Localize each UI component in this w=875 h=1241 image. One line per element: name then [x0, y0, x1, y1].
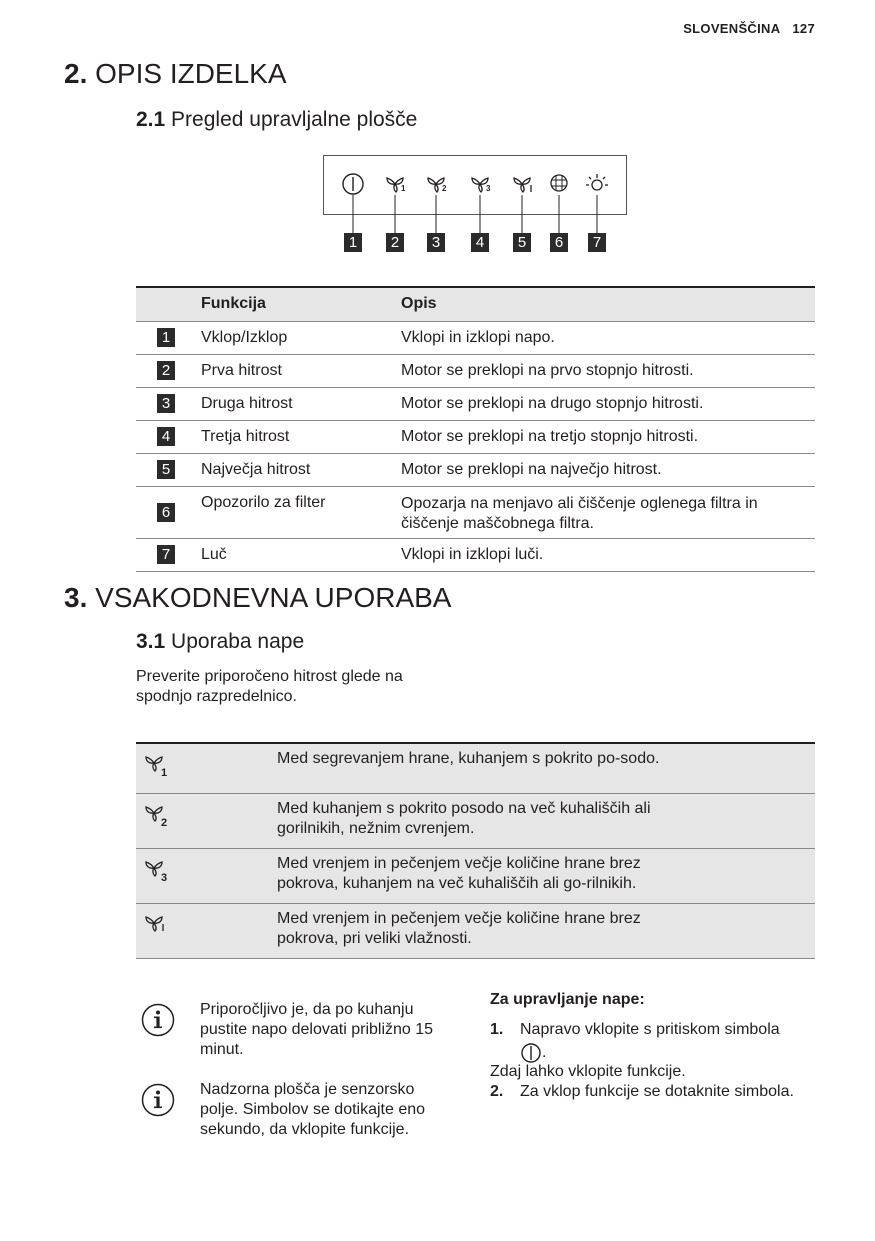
fan-speed-3-icon	[142, 857, 172, 883]
row-function: Luč	[201, 538, 401, 571]
row-description: Motor se preklopi na prvo stopnjo hitrosti.	[401, 354, 815, 387]
speed-row	[136, 904, 815, 959]
row-number: 3	[157, 394, 175, 413]
power-icon	[520, 1042, 542, 1064]
section-3-number: 3.	[64, 582, 88, 613]
section-3-1-number: 3.1	[136, 630, 166, 653]
section-3-heading	[64, 582, 451, 614]
control-instructions	[490, 990, 820, 1102]
row-function: Največja hitrost	[201, 453, 401, 486]
header-description: Opis	[401, 287, 815, 321]
fan-max-speed-icon	[142, 912, 172, 938]
row-number: 7	[157, 545, 175, 564]
control-title: Za upravljanje nape:	[490, 991, 645, 1008]
section-3-1-heading	[136, 630, 304, 654]
header-language: SLOVENŠČINA	[683, 21, 781, 36]
speed-mark: 2	[161, 817, 168, 828]
section-2-1-number: 2.1	[136, 108, 166, 131]
row-description: Vklopi in izklopi luči.	[401, 538, 815, 571]
row-function: Prva hitrost	[201, 354, 401, 387]
page-number: 127	[792, 21, 815, 36]
fan-speed-3-mark: 3	[486, 184, 491, 193]
speed-description: Med vrenjem in pečenjem večje količine hrane brez pokrova, kuhanjem na več kuhališčih ali go-rilnikih.	[277, 849, 815, 904]
speed-mark: 1	[161, 767, 168, 778]
panel-label-1: 1	[344, 233, 362, 252]
info-icon	[141, 1003, 175, 1037]
row-number: 6	[157, 503, 175, 522]
functions-table	[136, 286, 815, 572]
table-row	[136, 453, 815, 486]
row-description: Opozarja na menjavo ali čiščenje oglenega filtra in čiščenje maščobnega filtra.	[401, 486, 815, 538]
step-number: 1.	[490, 1021, 504, 1038]
speed-row	[136, 794, 815, 849]
row-number: 4	[157, 427, 175, 446]
control-step-2	[490, 1082, 820, 1102]
row-function: Tretja hitrost	[201, 420, 401, 453]
speed-row	[136, 743, 815, 794]
step-number: 2.	[490, 1083, 504, 1100]
table-header-row	[136, 287, 815, 321]
info-note-text: Nadzorna plošča je senzorsko polje. Simbolov se dotikajte eno sekundo, da vklopite funkcije.	[200, 1081, 426, 1138]
row-description: Motor se preklopi na največjo hitrost.	[401, 453, 815, 486]
table-row	[136, 420, 815, 453]
section-2-1-title: Pregled upravljalne plošče	[171, 108, 418, 131]
row-description: Motor se preklopi na drugo stopnjo hitrosti.	[401, 387, 815, 420]
speed-description: Med segrevanjem hrane, kuhanjem s pokrito po-sodo.	[277, 743, 815, 794]
speed-row	[136, 849, 815, 904]
panel-label-4: 4	[471, 233, 489, 252]
row-number: 5	[157, 460, 175, 479]
section-3-title: VSAKODNEVNA UPORABA	[95, 582, 452, 613]
control-step-1	[490, 1020, 820, 1062]
section-2-number: 2.	[64, 58, 88, 89]
panel-label-3: 3	[427, 233, 445, 252]
row-number: 1	[157, 328, 175, 347]
panel-label-2: 2	[386, 233, 404, 252]
fan-speed-1-mark: 1	[401, 184, 406, 193]
fan-speed-2-mark: 2	[442, 184, 447, 193]
header-function: Funkcija	[201, 287, 401, 321]
control-step-1-after: Zdaj lahko vklopite funkcije.	[490, 1063, 686, 1080]
table-row	[136, 538, 815, 571]
info-note-text: Priporočljivo je, da po kuhanju pustite napo delovati približno 15 minut.	[200, 1001, 434, 1058]
table-row	[136, 486, 815, 538]
fan-max-speed-icon	[514, 178, 531, 192]
row-description: Motor se preklopi na tretjo stopnjo hitrosti.	[401, 420, 815, 453]
speed-description: Med vrenjem in pečenjem večje količine hrane brez pokrova, pri veliki vlažnosti.	[277, 904, 815, 959]
light-icon	[586, 174, 608, 190]
power-icon	[343, 174, 363, 194]
section-2-heading	[64, 58, 287, 90]
speed-table	[136, 742, 815, 959]
row-function: Opozorilo za filter	[201, 486, 401, 538]
row-number: 2	[157, 361, 175, 380]
usage-intro: Preverite priporočeno hitrost glede na spodnjo razpredelnico.	[136, 668, 403, 705]
step-text-tail: .	[542, 1044, 547, 1062]
table-row	[136, 321, 815, 354]
info-icon	[141, 1083, 175, 1117]
fan-speed-2-icon	[142, 802, 172, 828]
step-text: Za vklop funkcije se dotaknite simbola.	[520, 1083, 794, 1100]
panel-label-7: 7	[588, 233, 606, 252]
row-function: Vklop/Izklop	[201, 321, 401, 354]
panel-label-6: 6	[550, 233, 568, 252]
fan-speed-1-icon	[142, 752, 172, 778]
page-header	[683, 21, 815, 36]
section-2-1-heading	[136, 108, 417, 132]
speed-mark: 3	[161, 872, 168, 883]
info-note	[136, 1080, 446, 1162]
leader-lines	[353, 195, 597, 233]
table-row	[136, 354, 815, 387]
info-note	[136, 1000, 446, 1070]
table-row	[136, 387, 815, 420]
section-2-title: OPIS IZDELKA	[95, 58, 287, 89]
row-function: Druga hitrost	[201, 387, 401, 420]
speed-description: Med kuhanjem s pokrito posodo na več kuhališčih ali gorilnikih, nežnim cvrenjem.	[277, 794, 815, 849]
section-3-1-title: Uporaba nape	[171, 630, 305, 653]
panel-label-5: 5	[513, 233, 531, 252]
filter-icon	[551, 175, 567, 191]
row-description: Vklopi in izklopi napo.	[401, 321, 815, 354]
step-text: Napravo vklopite s pritiskom simbola	[520, 1021, 780, 1038]
